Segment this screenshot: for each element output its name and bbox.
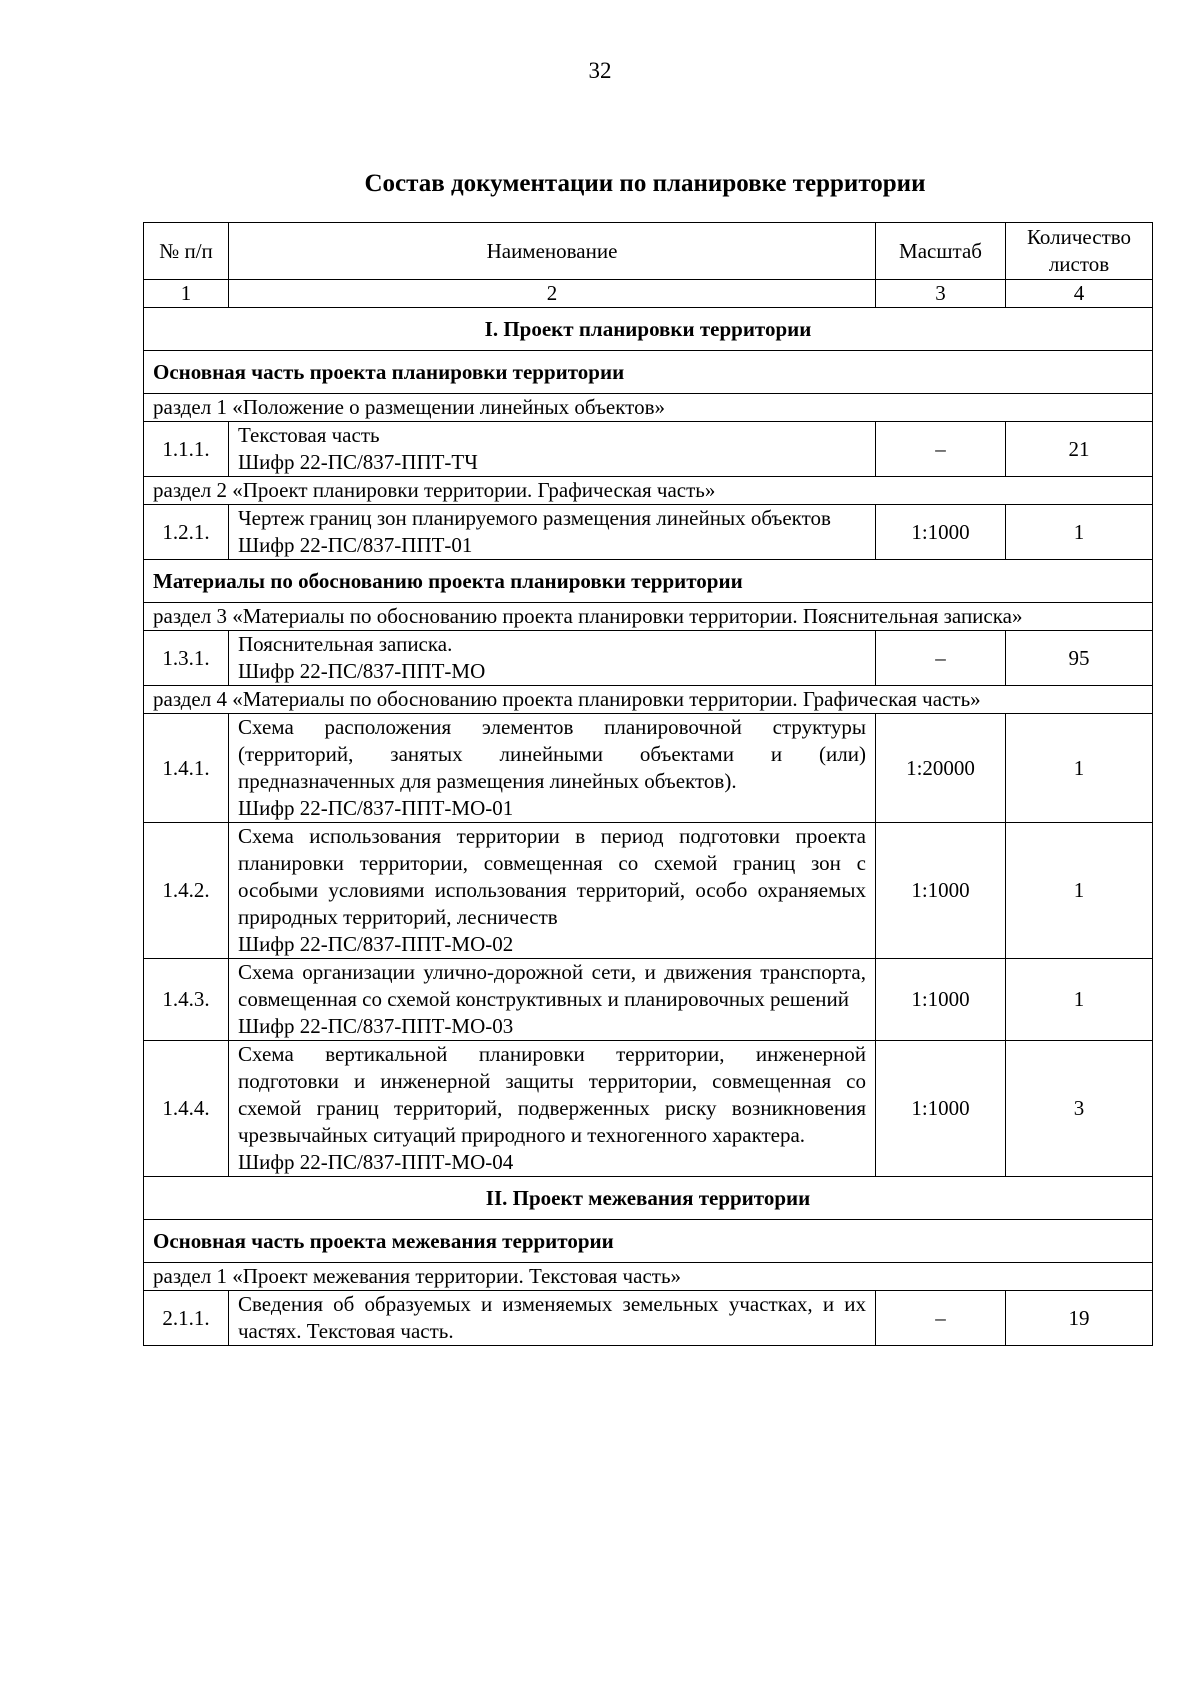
table-header-row	[144, 223, 1153, 280]
row-number: 1.4.1.	[144, 714, 229, 823]
column-number: 3	[876, 280, 1006, 308]
row-scale: 1:20000	[876, 714, 1006, 823]
part-1-main-title: Основная часть проекта планировки территории	[144, 351, 1153, 394]
row-code: Шифр 22-ПС/837-ППТ-МО-03	[238, 1014, 514, 1038]
row-name	[229, 1291, 876, 1346]
row-name	[229, 959, 876, 1041]
row-name-text: Схема использования территории в период подготовки проекта планировки территории, совмещенная со схемой границ зон с особыми условиями использования территорий, особо охраняемых природных территорий, лесничеств	[238, 824, 866, 929]
section-2-1-title: раздел 1 «Проект межевания территории. Текстовая часть»	[144, 1263, 1153, 1291]
column-number: 4	[1006, 280, 1153, 308]
row-number: 1.4.2.	[144, 823, 229, 959]
section-1-1-title: раздел 1 «Положение о размещении линейных объектов»	[144, 394, 1153, 422]
table-row	[144, 823, 1153, 959]
row-code: Шифр 22-ПС/837-ППТ-ТЧ	[238, 450, 478, 474]
row-sheets: 19	[1006, 1291, 1153, 1346]
row-number: 1.2.1.	[144, 505, 229, 560]
section-1-2-title: раздел 2 «Проект планировки территории. Графическая часть»	[144, 477, 1153, 505]
table-row	[144, 1041, 1153, 1177]
part-1-materials-title: Материалы по обоснованию проекта планировки территории	[144, 560, 1153, 603]
section-row	[144, 394, 1153, 422]
table-row	[144, 422, 1153, 477]
documentation-table	[143, 222, 1153, 1346]
row-scale: –	[876, 1291, 1006, 1346]
subpart-heading-row	[144, 560, 1153, 603]
section-row	[144, 1263, 1153, 1291]
column-numbering-row	[144, 280, 1153, 308]
header-sheets: Количество листов	[1006, 223, 1153, 280]
column-number: 2	[229, 280, 876, 308]
table-row	[144, 714, 1153, 823]
part-2-title: II. Проект межевания территории	[144, 1177, 1153, 1220]
row-scale: –	[876, 631, 1006, 686]
row-scale: 1:1000	[876, 959, 1006, 1041]
table-row	[144, 631, 1153, 686]
subpart-heading-row	[144, 1220, 1153, 1263]
row-scale: –	[876, 422, 1006, 477]
part-heading-row	[144, 308, 1153, 351]
row-scale: 1:1000	[876, 1041, 1006, 1177]
row-scale: 1:1000	[876, 823, 1006, 959]
subpart-heading-row	[144, 351, 1153, 394]
row-name-text: Пояснительная записка.	[238, 632, 453, 656]
section-1-3-title: раздел 3 «Материалы по обоснованию проекта планировки территории. Пояснительная записка»	[144, 603, 1153, 631]
table-row	[144, 959, 1153, 1041]
table-row	[144, 505, 1153, 560]
row-name	[229, 505, 876, 560]
row-number: 1.4.4.	[144, 1041, 229, 1177]
row-name-text: Сведения об образуемых и изменяемых земельных участках, и их частях. Текстовая часть.	[238, 1292, 866, 1343]
column-number: 1	[144, 280, 229, 308]
section-row	[144, 686, 1153, 714]
row-name-text: Схема вертикальной планировки территории, инженерной подготовки и инженерной защиты территории, совмещенная со схемой границ территорий, подверженных риску возникновения чрезвычайных ситуаций природного и техногенного характера.	[238, 1042, 866, 1147]
row-code: Шифр 22-ПС/837-ППТ-МО-02	[238, 932, 514, 956]
row-code: Шифр 22-ПС/837-ППТ-МО-04	[238, 1150, 514, 1174]
row-name	[229, 422, 876, 477]
table-row	[144, 1291, 1153, 1346]
row-name-text: Схема расположения элементов планировочной структуры (территорий, занятых линейными объектами и (или) предназначенных для размещения линейных объектов).	[238, 715, 866, 793]
header-name: Наименование	[229, 223, 876, 280]
row-number: 2.1.1.	[144, 1291, 229, 1346]
row-number: 1.4.3.	[144, 959, 229, 1041]
row-name	[229, 823, 876, 959]
row-number: 1.1.1.	[144, 422, 229, 477]
row-name-text: Схема организации улично-дорожной сети, и движения транспорта, совмещенная со схемой конструктивных и планировочных решений	[238, 960, 866, 1011]
row-scale: 1:1000	[876, 505, 1006, 560]
row-name-text: Чертеж границ зон планируемого размещения линейных объектов	[238, 506, 831, 530]
part-2-main-title: Основная часть проекта межевания территории	[144, 1220, 1153, 1263]
row-sheets: 1	[1006, 959, 1153, 1041]
row-code: Шифр 22-ПС/837-ППТ-01	[238, 533, 473, 557]
row-number: 1.3.1.	[144, 631, 229, 686]
header-scale: Масштаб	[876, 223, 1006, 280]
part-heading-row	[144, 1177, 1153, 1220]
document-title: Состав документации по планировке территории	[364, 170, 926, 197]
section-row	[144, 603, 1153, 631]
row-sheets: 21	[1006, 422, 1153, 477]
row-name	[229, 1041, 876, 1177]
part-1-title: I. Проект планировки территории	[144, 308, 1153, 351]
row-code: Шифр 22-ПС/837-ППТ-МО	[238, 659, 486, 683]
header-number: № п/п	[144, 223, 229, 280]
page-number: 32	[588, 58, 612, 83]
row-sheets: 1	[1006, 505, 1153, 560]
row-code: Шифр 22-ПС/837-ППТ-МО-01	[238, 796, 514, 820]
row-sheets: 3	[1006, 1041, 1153, 1177]
row-name	[229, 714, 876, 823]
section-row	[144, 477, 1153, 505]
row-name	[229, 631, 876, 686]
row-sheets: 1	[1006, 823, 1153, 959]
row-sheets: 95	[1006, 631, 1153, 686]
row-sheets: 1	[1006, 714, 1153, 823]
section-1-4-title: раздел 4 «Материалы по обоснованию проекта планировки территории. Графическая часть»	[144, 686, 1153, 714]
row-name-text: Текстовая часть	[238, 423, 380, 447]
